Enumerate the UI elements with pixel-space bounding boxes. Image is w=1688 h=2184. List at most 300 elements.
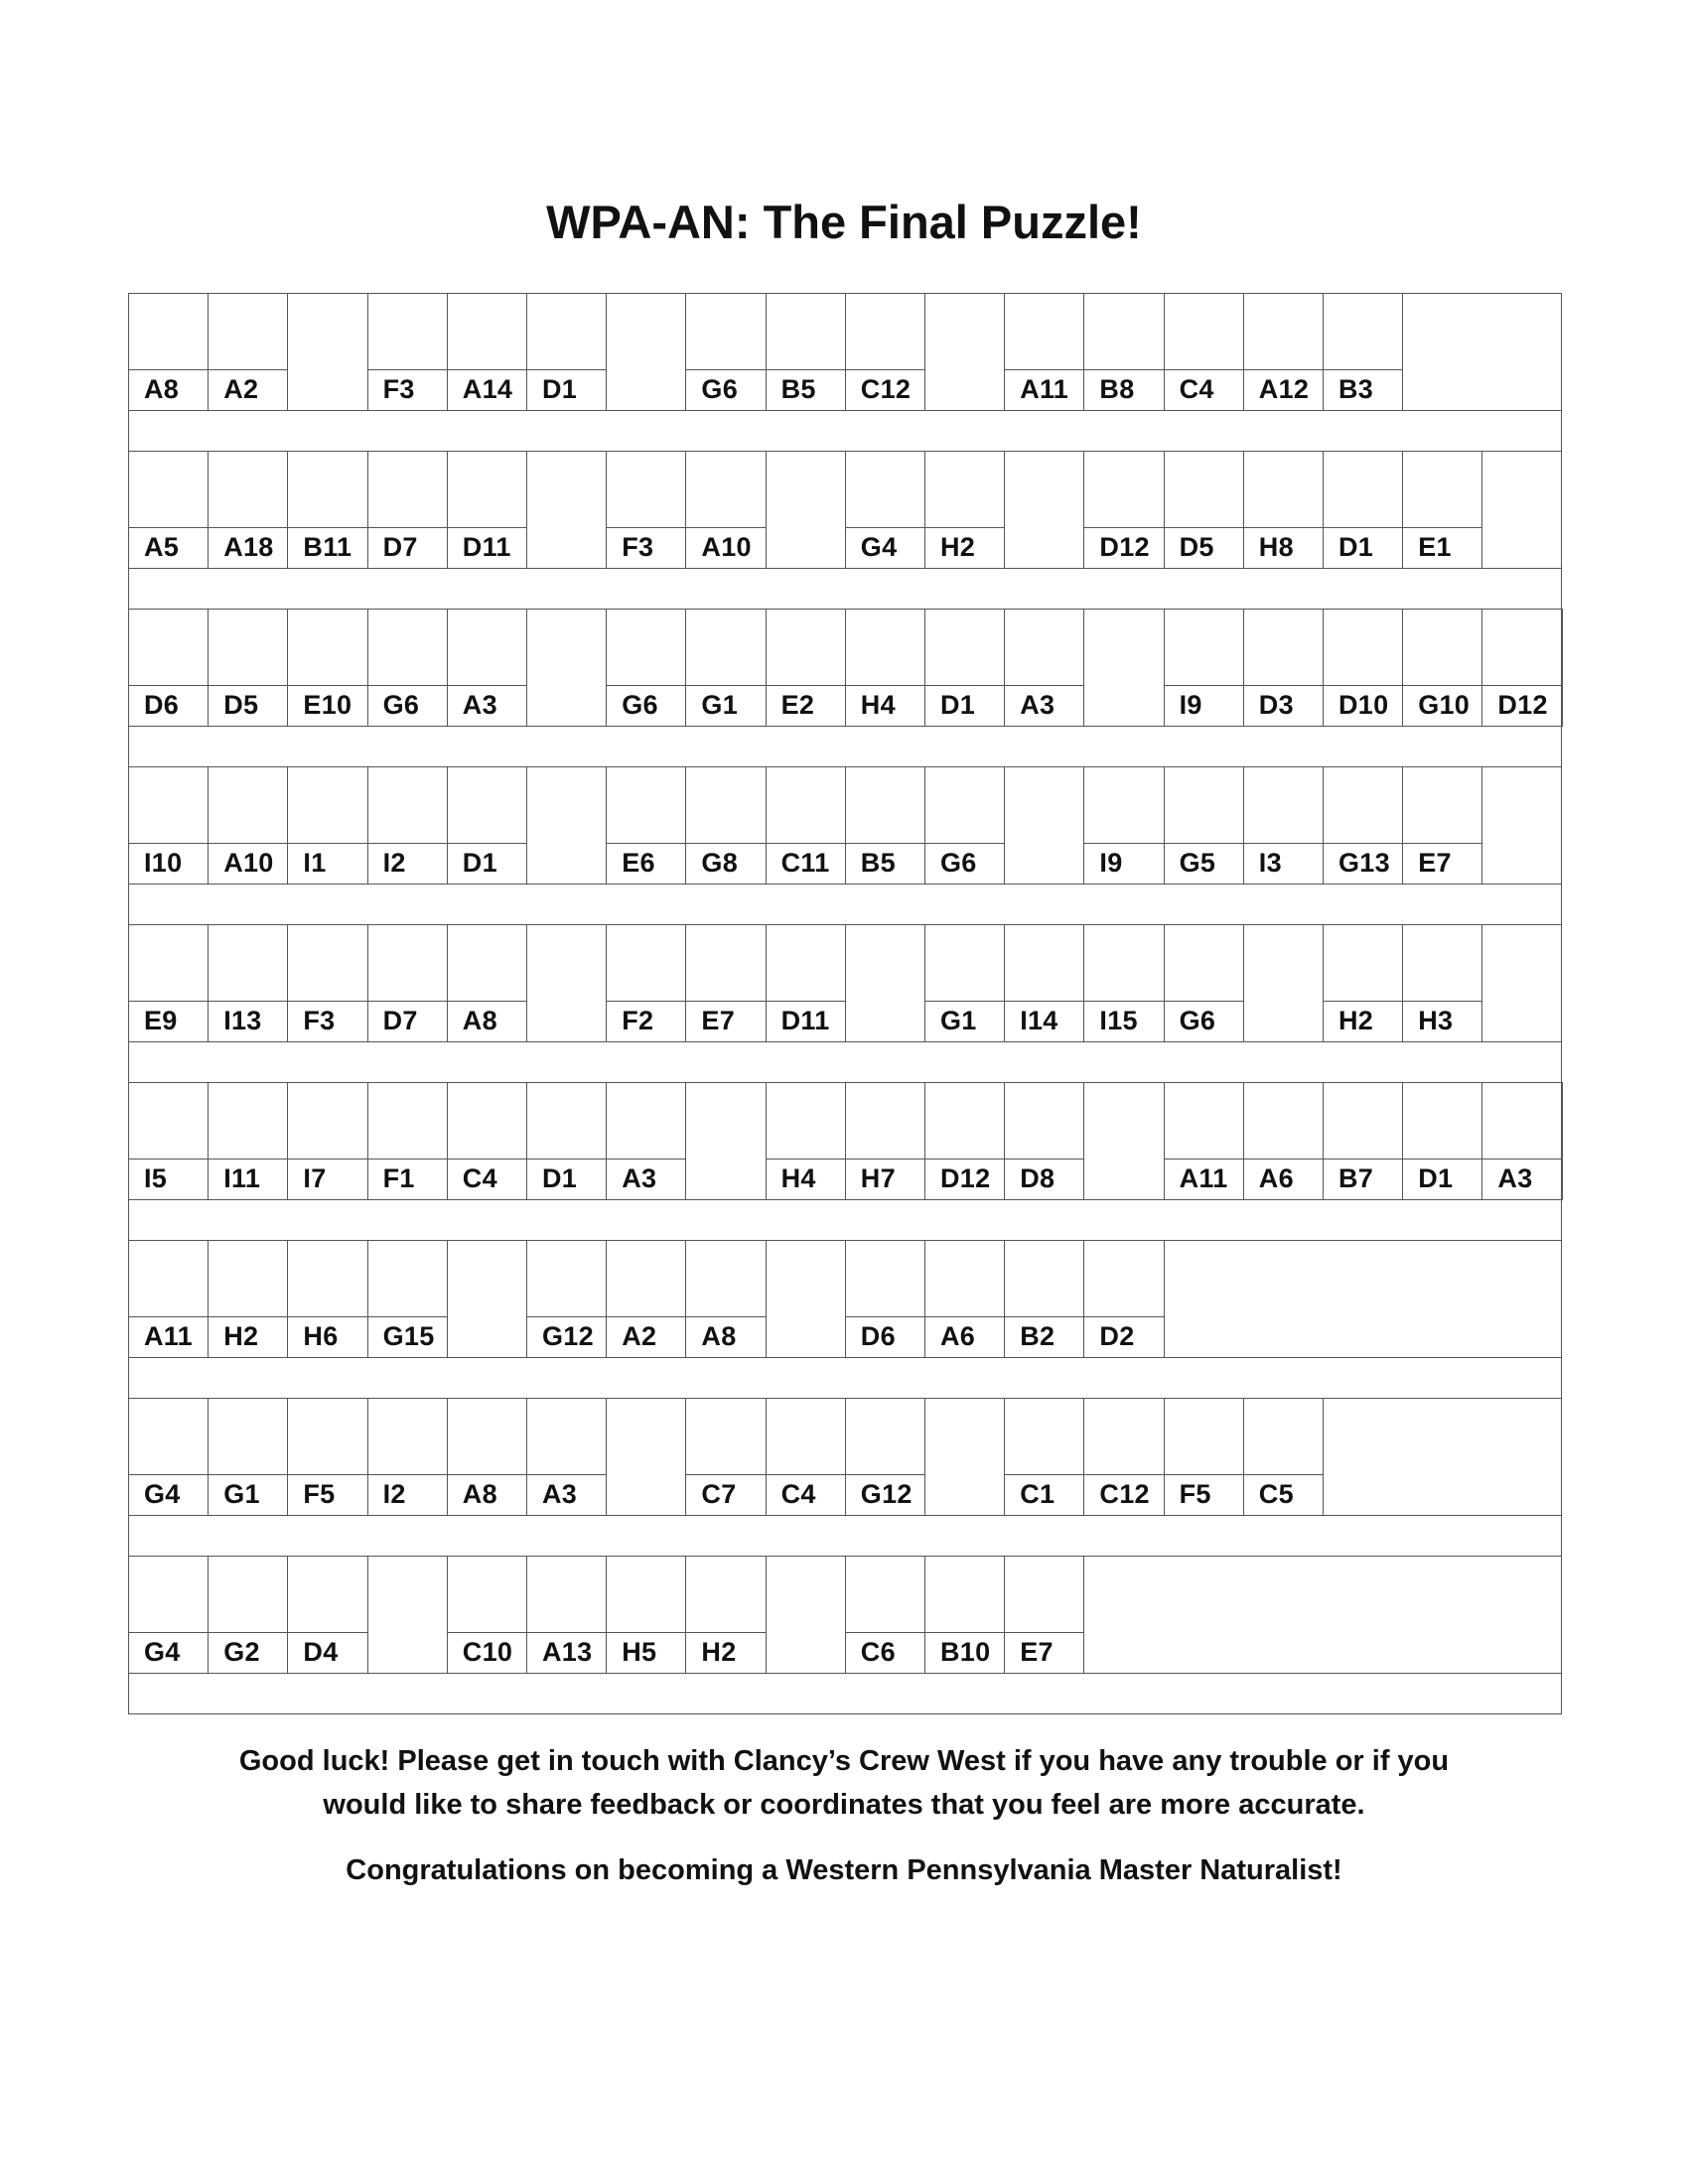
letter-cell [766,1082,846,1200]
cell-divider [368,1474,447,1475]
cell-divider [129,1316,208,1317]
row-separator [128,1357,1562,1399]
cell-code-label: G8 [701,848,739,878]
letter-cell [367,293,448,411]
cell-divider [925,527,1004,528]
cell-code-label: H6 [303,1321,339,1351]
cell-divider [1005,1316,1083,1317]
cell-code-label: I15 [1099,1006,1138,1035]
cell-code-label: H2 [223,1321,259,1351]
letter-cell [1243,1398,1324,1516]
cell-divider [1244,843,1323,844]
cell-divider [129,685,208,686]
letter-cell [447,1398,527,1516]
letter-cell [1004,1556,1084,1674]
cell-code-label: I7 [303,1163,327,1193]
letter-cell [606,451,686,569]
cell-divider [686,685,765,686]
cell-divider [368,1316,447,1317]
cell-code-label: G4 [144,1637,181,1667]
cell-code-label: A6 [940,1321,976,1351]
row-separator [128,410,1562,452]
cell-code-label: I2 [382,1479,406,1509]
cell-code-label: D5 [1179,532,1214,562]
cell-code-label: H7 [860,1163,896,1193]
letter-cell [845,1082,925,1200]
cell-divider [527,1474,606,1475]
letter-cell [367,451,448,569]
cell-divider [288,843,366,844]
cell-code-label: D4 [303,1637,339,1667]
cell-code-label: G4 [144,1479,181,1509]
letter-cell [1083,766,1164,885]
cell-divider [925,1159,1004,1160]
cell-divider [925,1316,1004,1317]
cell-code-label: E7 [1020,1637,1054,1667]
cell-code-label: F3 [622,532,654,562]
cell-code-label: C11 [780,848,830,878]
letter-cell [1164,451,1244,569]
footer-line-2: would like to share feedback or coordinates that you feel are more accurate. [323,1789,1365,1821]
letter-cell [845,1556,925,1674]
cell-divider [1084,1316,1163,1317]
cell-divider [1165,1001,1243,1002]
letter-cell [924,1556,1005,1674]
cell-divider [1324,685,1402,686]
cell-code-label: D7 [382,1006,418,1035]
cell-code-label: I1 [303,848,327,878]
puzzle-grid [128,293,1562,1675]
cell-divider [288,1159,366,1160]
cell-divider [209,685,287,686]
cell-divider [209,1632,287,1633]
cell-code-label: F5 [303,1479,336,1509]
cell-code-label: E6 [622,848,655,878]
letter-cell [1402,451,1482,569]
cell-divider [209,369,287,370]
cell-divider [1005,1474,1083,1475]
letter-cell [685,1556,766,1674]
cell-code-label: C12 [860,374,912,404]
letter-cell [208,924,288,1042]
letter-cell [924,609,1005,727]
letter-cell [208,609,288,727]
letter-cell [924,451,1005,569]
cell-divider [686,527,765,528]
letter-cell [606,609,686,727]
cell-divider [767,1001,845,1002]
letter-cell [1323,1082,1403,1200]
letter-cell [1164,609,1244,727]
cell-code-label: G13 [1338,848,1390,878]
letter-cell [287,609,367,727]
letter-cell [1164,924,1244,1042]
cell-divider [368,1159,447,1160]
cell-divider [448,685,526,686]
letter-cell [287,451,367,569]
letter-cell [1243,1082,1324,1200]
cell-code-label: A3 [622,1163,657,1193]
letter-cell [1083,293,1164,411]
cell-code-label: H3 [1418,1006,1454,1035]
blank-space-cell [1243,924,1324,1042]
cell-divider [1244,369,1323,370]
cell-divider [448,527,526,528]
letter-cell [208,293,288,411]
letter-cell [128,609,209,727]
cell-divider [1324,843,1402,844]
cell-code-label: H2 [701,1637,737,1667]
cell-code-label: D11 [780,1006,830,1035]
cell-divider [686,369,765,370]
blank-space-cell [1004,766,1084,885]
letter-cell [685,766,766,885]
cell-code-label: H2 [1338,1006,1374,1035]
letter-cell [526,1240,607,1358]
cell-code-label: C7 [701,1479,737,1509]
cell-divider [368,369,447,370]
cell-code-label: H2 [940,532,976,562]
letter-cell [1243,293,1324,411]
letter-cell [1083,1398,1164,1516]
cell-code-label: G2 [223,1637,260,1667]
letter-cell [128,924,209,1042]
row-separator [128,884,1562,925]
letter-cell [606,924,686,1042]
letter-cell [766,1398,846,1516]
cell-code-label: A11 [144,1321,193,1351]
cell-code-label: C4 [780,1479,816,1509]
letter-cell [845,293,925,411]
cell-code-label: D12 [1099,532,1150,562]
letter-cell [1323,293,1403,411]
cell-divider [288,1474,366,1475]
cell-code-label: B11 [303,532,352,562]
blank-space-cell [766,1556,846,1674]
cell-divider [846,369,924,370]
cell-divider [607,1159,685,1160]
blank-space-cell [845,924,925,1042]
letter-cell [685,451,766,569]
cell-code-label: G6 [382,690,420,720]
cell-divider [1084,1001,1163,1002]
letter-cell [1164,1398,1244,1516]
letter-cell [1164,1082,1244,1200]
letter-cell [367,1082,448,1200]
cell-code-label: A2 [622,1321,657,1351]
cell-divider [686,1632,765,1633]
row-separator [128,1673,1562,1714]
cell-code-label: H4 [780,1163,816,1193]
cell-code-label: G1 [940,1006,977,1035]
letter-cell [367,609,448,727]
cell-code-label: D1 [1338,532,1374,562]
cell-divider [846,685,924,686]
letter-cell [606,766,686,885]
cell-code-label: D1 [940,690,976,720]
cell-divider [129,1474,208,1475]
letter-cell [1004,1240,1084,1358]
blank-space-cell [1083,609,1164,727]
letter-cell [287,1240,367,1358]
cell-code-label: F1 [382,1163,415,1193]
letter-cell [526,1556,607,1674]
letter-cell [447,1082,527,1200]
blank-space-cell [526,766,607,885]
cell-divider [1005,1632,1083,1633]
cell-code-label: G1 [701,690,739,720]
cell-divider [607,1316,685,1317]
row-separator [128,568,1562,610]
cell-divider [1005,1159,1083,1160]
letter-cell [845,1240,925,1358]
letter-cell [685,924,766,1042]
cell-divider [209,843,287,844]
blank-space-cell [766,451,846,569]
cell-divider [846,1316,924,1317]
cell-code-label: D12 [940,1163,991,1193]
cell-divider [1005,685,1083,686]
letter-cell [685,293,766,411]
cell-code-label: A13 [542,1637,593,1667]
letter-cell [1004,609,1084,727]
letter-cell [1083,1240,1164,1358]
cell-divider [129,1632,208,1633]
cell-divider [368,527,447,528]
cell-divider [607,1632,685,1633]
cell-divider [1403,1001,1481,1002]
letter-cell [685,609,766,727]
cell-divider [1244,527,1323,528]
footer-line-3: Congratulations on becoming a Western Pennsylvania Master Naturalist! [346,1854,1342,1886]
cell-divider [925,843,1004,844]
blank-space-cell [526,924,607,1042]
letter-cell [447,451,527,569]
row-separator [128,1515,1562,1557]
letter-cell [606,1556,686,1674]
cell-divider [368,685,447,686]
letter-cell [924,924,1005,1042]
cell-code-label: F5 [1179,1479,1211,1509]
letter-cell [526,1398,607,1516]
cell-code-label: I5 [144,1163,168,1193]
cell-divider [129,1001,208,1002]
cell-code-label: A8 [144,374,180,404]
cell-code-label: A3 [1497,1163,1533,1193]
cell-divider [448,369,526,370]
cell-divider [1244,1159,1323,1160]
blank-space-cell [924,293,1005,411]
letter-cell [1323,924,1403,1042]
letter-cell [128,1556,209,1674]
cell-code-label: D11 [462,532,511,562]
cell-code-label: A10 [701,532,752,562]
cell-code-label: C12 [1099,1479,1150,1509]
cell-code-label: F2 [622,1006,654,1035]
cell-divider [527,369,606,370]
cell-code-label: I9 [1099,848,1123,878]
cell-code-label: C1 [1020,1479,1055,1509]
letter-cell [367,1398,448,1516]
cell-divider [1403,685,1481,686]
cell-divider [448,843,526,844]
cell-divider [1482,1159,1561,1160]
letter-cell [208,766,288,885]
letter-cell [447,609,527,727]
cell-code-label: B10 [940,1637,991,1667]
blank-space-cell [287,293,367,411]
cell-divider [368,1001,447,1002]
cell-code-label: I11 [223,1163,261,1193]
letter-cell [924,766,1005,885]
cell-divider [527,1632,606,1633]
cell-divider [527,1316,606,1317]
cell-divider [129,843,208,844]
cell-divider [767,1474,845,1475]
cell-code-label: D6 [144,690,180,720]
cell-code-label: G6 [940,848,977,878]
cell-divider [1482,685,1561,686]
footer [0,1739,1688,1892]
blank-space-cell [924,1398,1005,1516]
letter-cell [766,609,846,727]
cell-code-label: A3 [462,690,497,720]
letter-cell [1323,609,1403,727]
cell-divider [846,1159,924,1160]
cell-code-label: E10 [303,690,352,720]
cell-code-label: D2 [1099,1321,1135,1351]
letter-cell [1402,1082,1482,1200]
cell-divider [129,1159,208,1160]
cell-divider [1324,1001,1402,1002]
cell-code-label: F3 [382,374,415,404]
letter-cell [367,924,448,1042]
cell-code-label: B5 [780,374,816,404]
cell-code-label: G6 [622,690,658,720]
letter-cell [526,1082,607,1200]
letter-cell [1481,1082,1562,1200]
cell-code-label: E1 [1418,532,1452,562]
cell-divider [1084,527,1163,528]
cell-divider [1403,843,1481,844]
cell-code-label: D8 [1020,1163,1055,1193]
letter-cell [1004,1398,1084,1516]
letter-cell [845,609,925,727]
letter-cell [1323,451,1403,569]
row-separator [128,1041,1562,1083]
cell-code-label: I14 [1020,1006,1058,1035]
cell-code-label: C4 [1179,374,1214,404]
cell-code-label: D1 [542,374,578,404]
cell-divider [209,1316,287,1317]
cell-divider [1403,1159,1481,1160]
cell-divider [288,1632,366,1633]
letter-cell [1402,609,1482,727]
cell-code-label: D1 [542,1163,578,1193]
cell-divider [1165,1474,1243,1475]
cell-code-label: D1 [1418,1163,1454,1193]
letter-cell [1243,766,1324,885]
cell-divider [1084,1474,1163,1475]
cell-code-label: A8 [462,1479,497,1509]
cell-code-label: I9 [1179,690,1202,720]
letter-cell [1083,924,1164,1042]
letter-cell [845,766,925,885]
cell-code-label: D1 [462,848,497,878]
footer-line-1: Good luck! Please get in touch with Clancy’s Crew West if you have any trouble or if you [238,1745,1450,1777]
cell-divider [1005,369,1083,370]
blank-space-cell [367,1556,448,1674]
letter-cell [766,766,846,885]
letter-cell [1164,293,1244,411]
cell-code-label: G4 [860,532,898,562]
cell-divider [846,843,924,844]
letter-cell [924,1082,1005,1200]
cell-code-label: G12 [542,1321,594,1351]
cell-code-label: C5 [1258,1479,1294,1509]
cell-code-label: C10 [462,1637,513,1667]
cell-divider [767,369,845,370]
letter-cell [845,451,925,569]
cell-divider [448,1474,526,1475]
letter-cell [1004,1082,1084,1200]
blank-space-cell [447,1240,527,1358]
letter-cell [208,1082,288,1200]
cell-divider [686,1001,765,1002]
letter-cell [1481,609,1562,727]
letter-cell [128,1082,209,1200]
cell-divider [1324,527,1402,528]
cell-code-label: G5 [1179,848,1216,878]
cell-code-label: D5 [223,690,259,720]
cell-code-label: A8 [701,1321,737,1351]
cell-code-label: E7 [701,1006,736,1035]
letter-cell [685,1398,766,1516]
blank-space-cell [1004,451,1084,569]
cell-code-label: A3 [1020,690,1055,720]
cell-code-label: I3 [1258,848,1282,878]
cell-code-label: B2 [1020,1321,1055,1351]
cell-divider [686,1316,765,1317]
cell-code-label: A11 [1020,374,1069,404]
cell-code-label: D10 [1338,690,1389,720]
letter-cell [685,1240,766,1358]
cell-divider [209,1001,287,1002]
cell-divider [1244,1474,1323,1475]
cell-code-label: D12 [1497,690,1548,720]
cell-code-label: A5 [144,532,180,562]
cell-code-label: C4 [462,1163,497,1193]
cell-divider [527,1159,606,1160]
letter-cell [208,1556,288,1674]
letter-cell [128,293,209,411]
page-title: WPA-AN: The Final Puzzle! [546,196,1142,248]
cell-code-label: G1 [223,1479,260,1509]
cell-divider [209,1474,287,1475]
cell-divider [925,685,1004,686]
letter-cell [128,766,209,885]
cell-divider [925,1001,1004,1002]
cell-code-label: A6 [1258,1163,1294,1193]
blank-space-cell [606,1398,686,1516]
cell-divider [288,1316,366,1317]
letter-cell [526,293,607,411]
cell-divider [1324,1159,1402,1160]
letter-cell [766,924,846,1042]
letter-cell [1323,766,1403,885]
cell-divider [288,685,366,686]
cell-divider [1165,685,1243,686]
